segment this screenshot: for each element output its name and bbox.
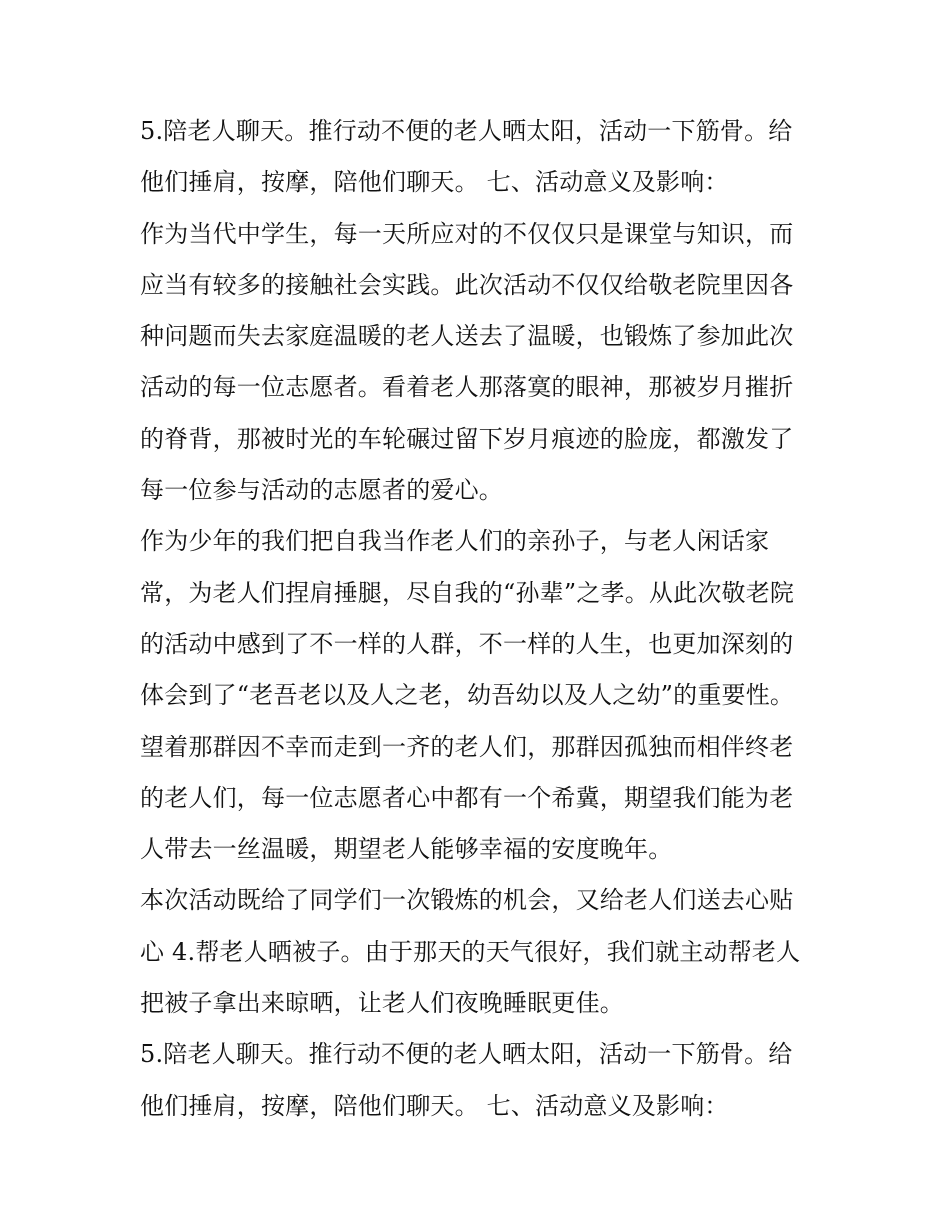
- text-line: 人带去一丝温暖，期望老人能够幸福的安度晚年。: [140, 835, 673, 864]
- text-line: 常，为老人们捏肩捶腿，尽自我的“孙辈”之孝。从此次敬老院: [140, 578, 795, 607]
- paragraph-1: [140, 106, 820, 209]
- text-line: 他们捶肩，按摩，陪他们聊天。 七、活动意义及影响：: [140, 168, 729, 197]
- text-line: 体会到了“老吾老以及人之老，幼吾幼以及人之幼”的重要性。: [140, 681, 795, 710]
- text-line: 的脊背，那被时光的车轮碾过留下岁月痕迹的脸庞，都激发了: [140, 424, 794, 453]
- paragraph-4: [140, 875, 820, 1029]
- text-line: 种问题而失去家庭温暖的老人送去了温暖，也锻炼了参加此次: [140, 322, 794, 351]
- text-line: 活动的每一位志愿者。看着老人那落寞的眼神，那被岁月摧折: [140, 373, 794, 402]
- paragraph-2: [140, 209, 820, 517]
- paragraph-5: [140, 1029, 820, 1132]
- text-line: 5.陪老人聊天。推行动不便的老人晒太阳，活动一下筋骨。给: [140, 117, 793, 145]
- paragraph-3: [140, 516, 820, 875]
- text-line: 应当有较多的接触社会实践。此次活动不仅仅给敬老院里因各: [140, 270, 794, 299]
- text-line: 每一位参与活动的志愿者的爱心。: [140, 476, 503, 505]
- text-line: 望着那群因不幸而走到一齐的老人们，那群因孤独而相伴终老: [140, 732, 794, 761]
- text-line: 他们捶肩，按摩，陪他们聊天。 七、活动意义及影响：: [140, 1091, 729, 1120]
- text-line: 作为当代中学生，每一天所应对的不仅仅只是课堂与知识，而: [140, 219, 794, 248]
- text-line: 5.陪老人聊天。推行动不便的老人晒太阳，活动一下筋骨。给: [140, 1040, 793, 1069]
- text-line: 作为少年的我们把自我当作老人们的亲孙子，与老人闲话家: [140, 527, 770, 556]
- document-body: [140, 106, 820, 1132]
- text-line: 的活动中感到了不一样的人群，不一样的人生，也更加深刻的: [140, 629, 794, 658]
- text-line: 的老人们，每一位志愿者心中都有一个希冀，期望我们能为老: [140, 783, 794, 812]
- text-line: 把被子拿出来晾晒，让老人们夜晚睡眠更佳。: [140, 989, 624, 1018]
- text-line: 本次活动既给了同学们一次锻炼的机会，又给老人们送去心贴: [140, 886, 794, 915]
- text-line: 心 4.帮老人晒被子。由于那天的天气很好，我们就主动帮老人: [140, 937, 801, 966]
